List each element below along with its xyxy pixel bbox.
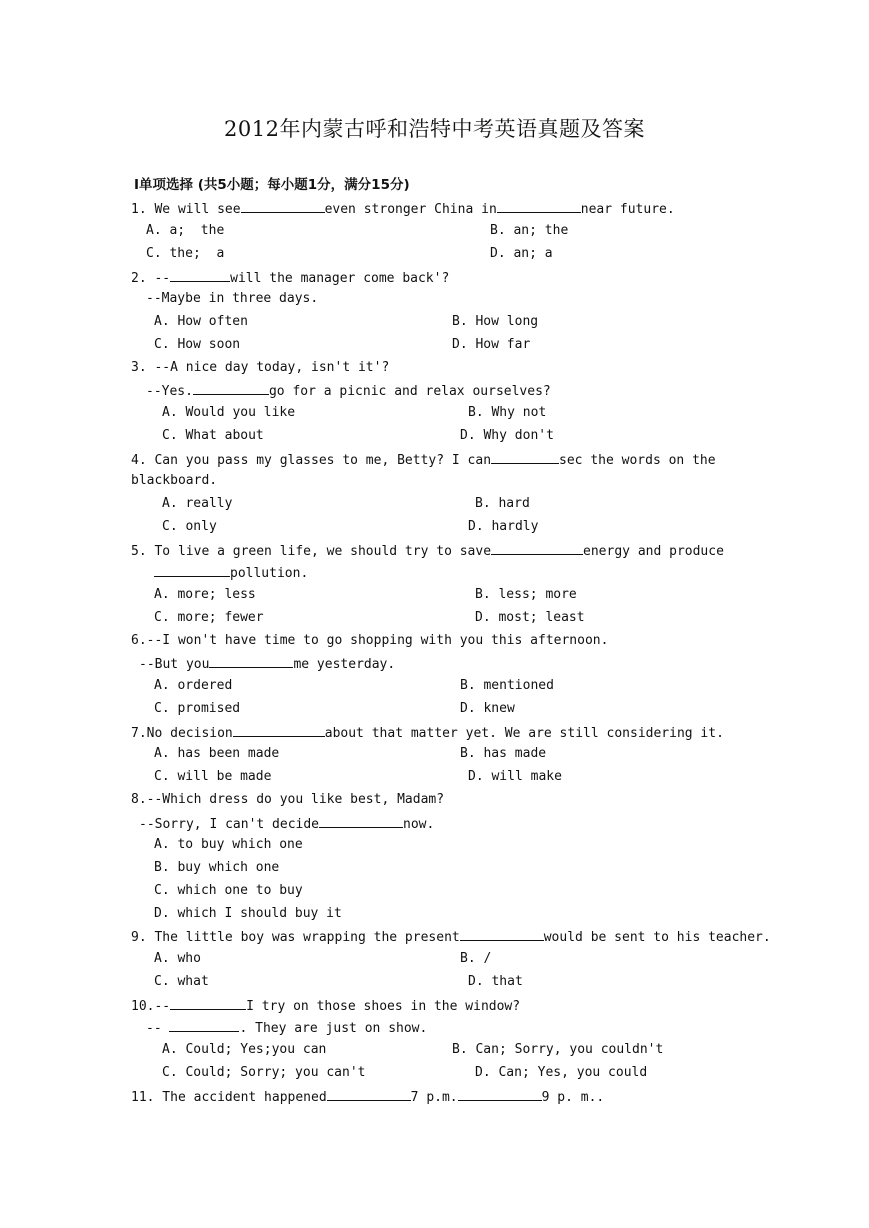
- answer-blank: [170, 268, 230, 282]
- option-a: A. has been made: [154, 746, 280, 761]
- answer-blank: [233, 723, 325, 737]
- question-2-reply: --Maybe in three days.: [146, 291, 319, 306]
- page-title: 2012年内蒙古呼和浩特中考英语真题及答案: [224, 117, 645, 141]
- option-d: D. Why don't: [460, 428, 554, 443]
- answer-blank: [327, 1087, 411, 1101]
- option-d: D. hardly: [468, 519, 539, 534]
- option-d: D. which I should buy it: [154, 906, 342, 921]
- option-c: C. What about: [162, 428, 264, 443]
- option-a: A. more; less: [154, 587, 256, 602]
- question-11: 11. The accident happened 7 p.m. 9 p. m..: [131, 1087, 604, 1105]
- question-5-cont: pollution.: [154, 563, 308, 581]
- question-6-reply: --But you me yesterday.: [139, 654, 395, 672]
- answer-blank: [491, 541, 583, 555]
- option-b: B. /: [460, 951, 492, 966]
- question-8-reply: --Sorry, I can't decide now.: [139, 814, 434, 832]
- question-9: 9. The little boy was wrapping the present would be sent to his teacher.: [131, 927, 771, 945]
- option-b: B. hard: [475, 496, 530, 511]
- answer-blank: [458, 1087, 542, 1101]
- option-a: A. who: [154, 951, 201, 966]
- option-c: C. only: [162, 519, 217, 534]
- option-b: B. Can; Sorry, you couldn't: [452, 1042, 664, 1057]
- question-7: 7.No decision about that matter yet. We are still considering it.: [131, 723, 724, 741]
- option-c: C. what: [154, 974, 209, 989]
- option-c: C. which one to buy: [154, 883, 303, 898]
- option-d: D. an; a: [490, 246, 553, 261]
- answer-blank: [154, 563, 230, 577]
- option-a: A. ordered: [154, 678, 233, 693]
- answer-blank: [497, 199, 581, 213]
- answer-blank: [169, 1018, 239, 1032]
- question-5: 5. To live a green life, we should try to save energy and produce: [131, 541, 724, 559]
- option-c: C. will be made: [154, 769, 272, 784]
- option-c: C. How soon: [154, 337, 241, 352]
- option-a: A. How often: [154, 314, 248, 329]
- option-a: A. really: [162, 496, 233, 511]
- section-heading: Ⅰ单项选择 (共5小题；每小题1分，满分15分): [134, 177, 410, 193]
- answer-blank: [460, 927, 544, 941]
- question-1: 1. We will see even stronger China in near future.: [131, 199, 675, 217]
- answer-blank: [170, 996, 246, 1010]
- question-2: 2. -- will the manager come back'?: [131, 268, 449, 286]
- question-6: 6.--I won't have time to go shopping with you this afternoon.: [131, 633, 609, 648]
- question-8: 8.--Which dress do you like best, Madam?: [131, 792, 445, 807]
- option-c: C. more; fewer: [154, 610, 264, 625]
- option-d: D. How far: [452, 337, 531, 352]
- option-c: C. the; a: [146, 246, 225, 261]
- option-a: A. a; the: [146, 223, 225, 238]
- option-d: D. knew: [460, 701, 515, 716]
- answer-blank: [319, 814, 403, 828]
- answer-blank: [193, 381, 269, 395]
- answer-blank: [209, 654, 293, 668]
- question-4-cont: blackboard.: [131, 473, 218, 488]
- question-3-reply: --Yes. go for a picnic and relax ourselves?: [146, 381, 551, 399]
- question-3: 3. --A nice day today, isn't it'?: [131, 360, 390, 375]
- option-d: D. will make: [468, 769, 562, 784]
- option-c: C. Could; Sorry; you can't: [162, 1065, 366, 1080]
- option-b: B. Why not: [468, 405, 547, 420]
- option-c: C. promised: [154, 701, 241, 716]
- option-b: B. less; more: [475, 587, 577, 602]
- option-a: A. to buy which one: [154, 837, 303, 852]
- option-a: A. Would you like: [162, 405, 296, 420]
- option-d: D. most; least: [475, 610, 585, 625]
- answer-blank: [241, 199, 325, 213]
- option-b: B. mentioned: [460, 678, 554, 693]
- answer-blank: [491, 450, 559, 464]
- option-b: B. buy which one: [154, 860, 280, 875]
- option-b: B. How long: [452, 314, 539, 329]
- question-10-reply: -- . They are just on show.: [146, 1018, 427, 1036]
- option-b: B. has made: [460, 746, 547, 761]
- question-10: 10.-- I try on those shoes in the window?: [131, 996, 520, 1014]
- question-4: 4. Can you pass my glasses to me, Betty? I can sec the words on the: [131, 450, 716, 468]
- option-a: A. Could; Yes;you can: [162, 1042, 327, 1057]
- option-d: D. that: [468, 974, 523, 989]
- option-b: B. an; the: [490, 223, 569, 238]
- option-d: D. Can; Yes, you could: [475, 1065, 648, 1080]
